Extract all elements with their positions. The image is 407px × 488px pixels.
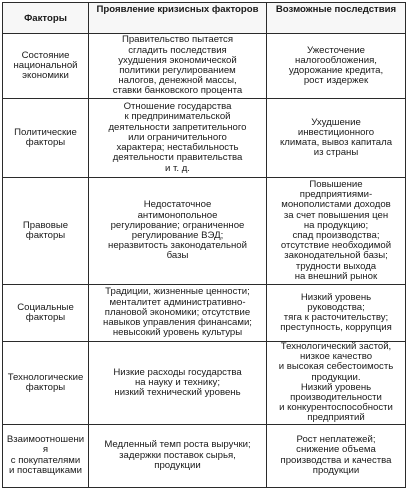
consequences-cell: Низкий уровень руководства; тяга к расточительству; преступность, коррупция bbox=[267, 285, 406, 342]
table-row bbox=[3, 178, 406, 285]
factor-cell: Политические факторы bbox=[3, 99, 89, 178]
manifestation-cell: Правительство пытается сгладить последствия ухудшения экономической политики регулированием налогов, денежной массы, ставки банковского процента bbox=[89, 34, 267, 99]
manifestation-cell: Отношение государства к предпринимательской деятельности запретительного или ограничительного характера; нестабильность деятельности правительства и т. д. bbox=[89, 99, 267, 178]
manifestation-cell: Традиции, жизненные ценности; менталитет административно- плановой экономики; отсутствие навыков управления финансами; невысокий уровень культуры bbox=[89, 285, 267, 342]
table-header-row bbox=[3, 3, 406, 34]
consequences-cell: Ухудшение инвестиционного климата, вывоз капитала из страны bbox=[267, 99, 406, 178]
header-factors: Факторы bbox=[3, 3, 89, 34]
factor-cell: Технологические факторы bbox=[3, 342, 89, 425]
factor-cell: Правовые факторы bbox=[3, 178, 89, 285]
factor-cell: Социальные факторы bbox=[3, 285, 89, 342]
manifestation-cell: Недостаточное антимонопольное регулирование; ограниченное регулирование ВЭД; неразвитость законодательной базы bbox=[89, 178, 267, 285]
table-row bbox=[3, 424, 406, 487]
factor-cell: Взаимоотношения с покупателями и поставщиками bbox=[3, 424, 89, 487]
manifestation-cell: Медленный темп роста выручки; задержки поставок сырья, продукции bbox=[89, 424, 267, 487]
consequences-cell: Технологический застой, низкое качество и высокая себестоимость продукции. Низкий уровень производительности и конкурентоспособности предприятий bbox=[267, 342, 406, 425]
factor-cell: Состояние национальной экономики bbox=[3, 34, 89, 99]
table-row bbox=[3, 34, 406, 99]
table-row bbox=[3, 99, 406, 178]
consequences-cell: Ужесточение налогообложения, удорожание кредита, рост издержек bbox=[267, 34, 406, 99]
header-consequences: Возможные последствия bbox=[267, 3, 406, 34]
manifestation-cell: Низкие расходы государства на науку и технику; низкий технический уровень bbox=[89, 342, 267, 425]
table-row bbox=[3, 285, 406, 342]
crisis-factors-table bbox=[2, 2, 406, 488]
consequences-cell: Рост неплатежей; снижение объема производства и качества продукции bbox=[267, 424, 406, 487]
header-manifestation: Проявление кризисных факторов bbox=[89, 3, 267, 34]
consequences-cell: Повышение предприятиями- монополистами доходов за счет повышения цен на продукцию; спад производства; отсутствие необходимой законодательной базы; трудности выхода на внешний рынок bbox=[267, 178, 406, 285]
table-row bbox=[3, 342, 406, 425]
